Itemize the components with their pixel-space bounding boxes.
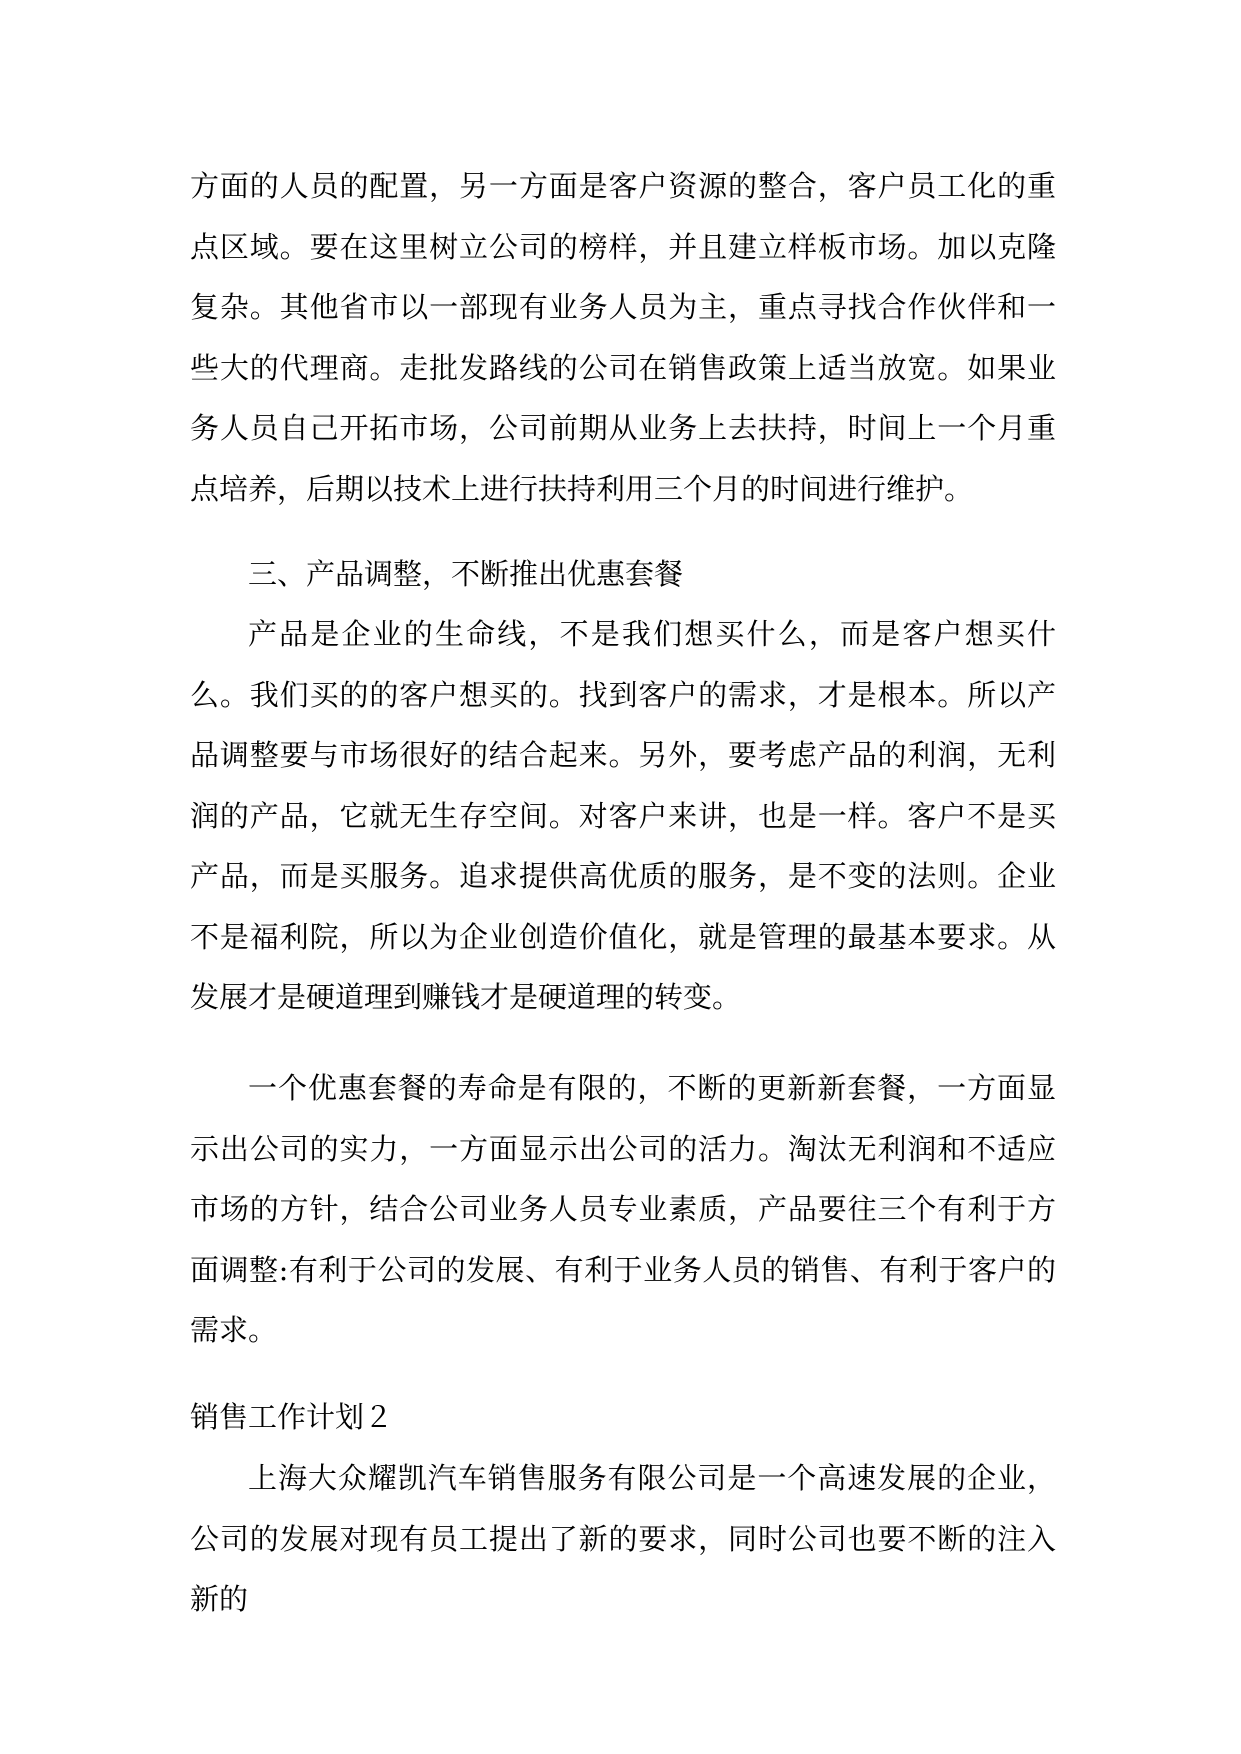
- paragraph-continued: 方面的人员的配置，另一方面是客户资源的整合，客户员工化的重点区域。要在这里树立公司的榜样，并且建立样板市场。加以克隆复杂。其他省市以一部现有业务人员为主，重点寻找合作伙伴和一些大的代理商。走批发路线的公司在销售政策上适当放宽。如果业务人员自己开拓市场，公司前期从业务上去扶持，时间上一个月重点培养，后期以技术上进行扶持利用三个月的时间进行维护。: [190, 169, 1056, 506]
- paragraph: 产品是企业的生命线，不是我们想买什么，而是客户想买什么。我们买的的客户想买的。找到客户的需求，才是根本。所以产品调整要与市场很好的结合起来。另外，要考虑产品的利润，无利润的产品，它就无生存空间。对客户来讲，也是一样。客户不是买产品，而是买服务。追求提供高优质的服务，是不变的法则。企业不是福利院，所以为企业创造价值化，就是管理的最基本要求。从发展才是硬道理到赚钱才是硬道理的转变。: [190, 617, 1056, 1014]
- paragraph: 一个优惠套餐的寿命是有限的，不断的更新新套餐，一方面显示出公司的实力，一方面显示出公司的活力。淘汰无利润和不适应市场的方针，结合公司业务人员专业素质，产品要往三个有利于方面调整:有利于公司的发展、有利于业务人员的销售、有利于客户的需求。: [190, 1071, 1056, 1347]
- paragraph: 上海大众耀凯汽车销售服务有限公司是一个高速发展的企业，公司的发展对现有员工提出了新的要求，同时公司也要不断的注入新的: [190, 1461, 1056, 1616]
- section-heading: 三、产品调整，不断推出优惠套餐: [248, 557, 684, 591]
- section-title: 销售工作计划２: [190, 1400, 394, 1434]
